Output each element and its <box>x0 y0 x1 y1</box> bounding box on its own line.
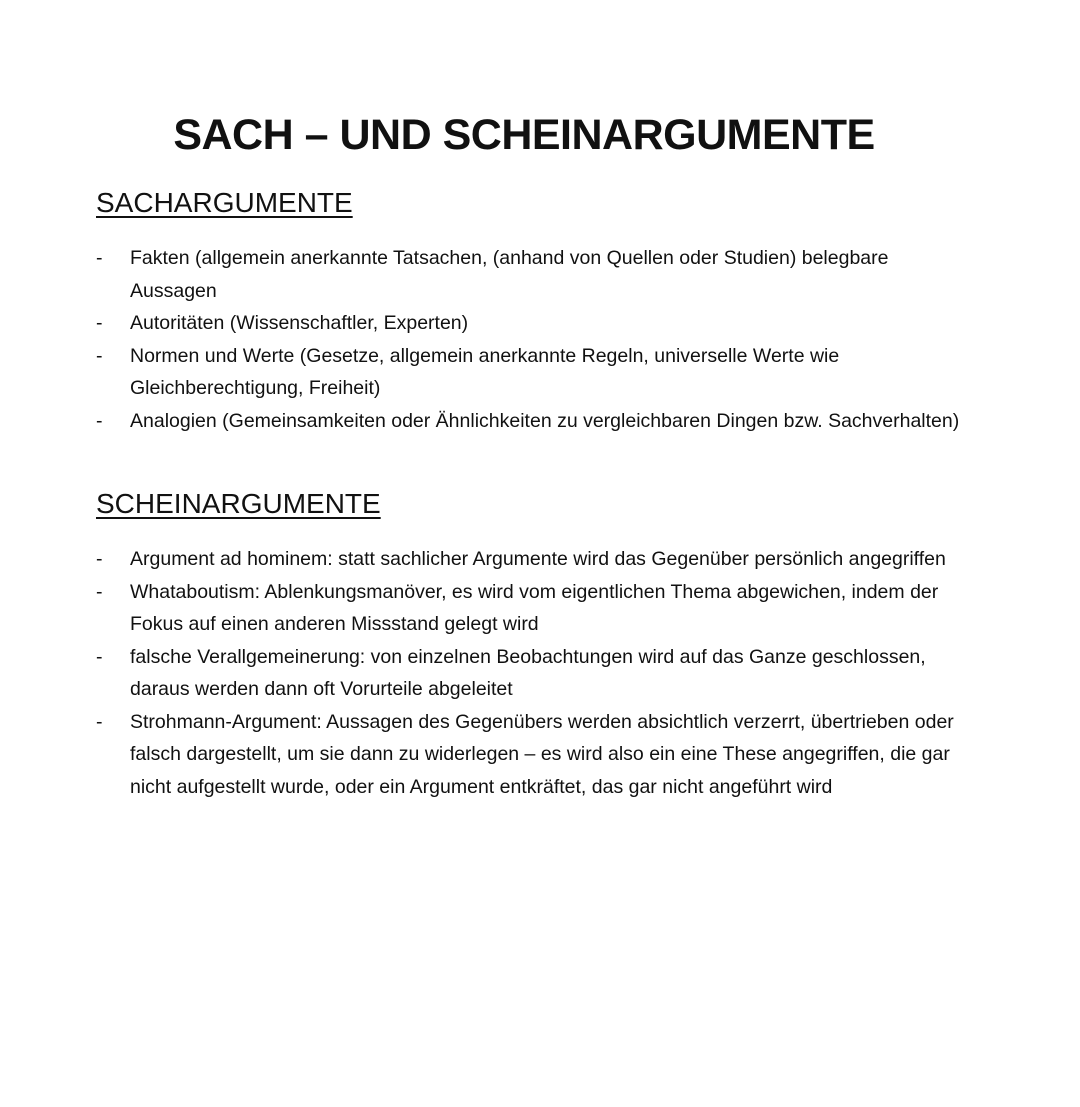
list-item-text: Analogien (Gemeinsamkeiten oder Ähnlichkeiten zu vergleichbaren Dingen bzw. Sachverhalten) <box>130 409 960 432</box>
bullet-dash: - <box>96 409 103 432</box>
list-item <box>96 340 966 405</box>
list-item <box>96 641 966 706</box>
list-item-text: Strohmann-Argument: Aussagen des Gegenübers werden absichtlich verzerrt, übertrieben oder falsch dargestellt, um sie dann zu widerlegen – es wird also ein eine These angegriffen, die gar nicht aufgestellt wurde, oder ein Argument entkräftet, das gar nicht angeführt wird <box>130 710 954 798</box>
list-item-text: falsche Verallgemeinerung: von einzelnen Beobachtungen wird auf das Ganze geschlossen, daraus werden dann oft Vorurteile abgeleitet <box>130 645 926 700</box>
list-item <box>96 307 966 340</box>
bullet-dash: - <box>96 312 103 334</box>
bullet-dash: - <box>96 645 103 668</box>
list-scheinargumente <box>96 543 966 803</box>
bullet-dash: - <box>96 548 103 570</box>
list-item <box>96 242 966 307</box>
section-heading-scheinargumente: SCHEINARGUMENTE <box>96 488 381 519</box>
bullet-dash: - <box>96 344 103 367</box>
list-item-text: Argument ad hominem: statt sachlicher Argumente wird das Gegenüber persönlich angegriffen <box>130 548 946 570</box>
section-heading-sachargumente: SACHARGUMENTE <box>96 187 353 218</box>
list-item <box>96 706 966 804</box>
list-item-text: Normen und Werte (Gesetze, allgemein anerkannte Regeln, universelle Werte wie Gleichberechtigung, Freiheit) <box>130 344 840 399</box>
list-item <box>96 543 966 576</box>
bullet-dash: - <box>96 247 103 269</box>
list-item <box>96 405 966 438</box>
page-title: SACH – UND SCHEINARGUMENTE <box>173 111 875 159</box>
list-item-text: Fakten (allgemein anerkannte Tatsachen, (anhand von Quellen oder Studien) belegbare Aussagen <box>130 247 889 302</box>
list-sachargumente <box>96 242 966 437</box>
list-item <box>96 576 966 641</box>
bullet-dash: - <box>96 710 103 733</box>
bullet-dash: - <box>96 580 103 603</box>
list-item-text: Autoritäten (Wissenschaftler, Experten) <box>130 312 469 334</box>
list-item-text: Whataboutism: Ablenkungsmanöver, es wird vom eigentlichen Thema abgewichen, indem der Fokus auf einen anderen Missstand gelegt wird <box>130 580 939 635</box>
